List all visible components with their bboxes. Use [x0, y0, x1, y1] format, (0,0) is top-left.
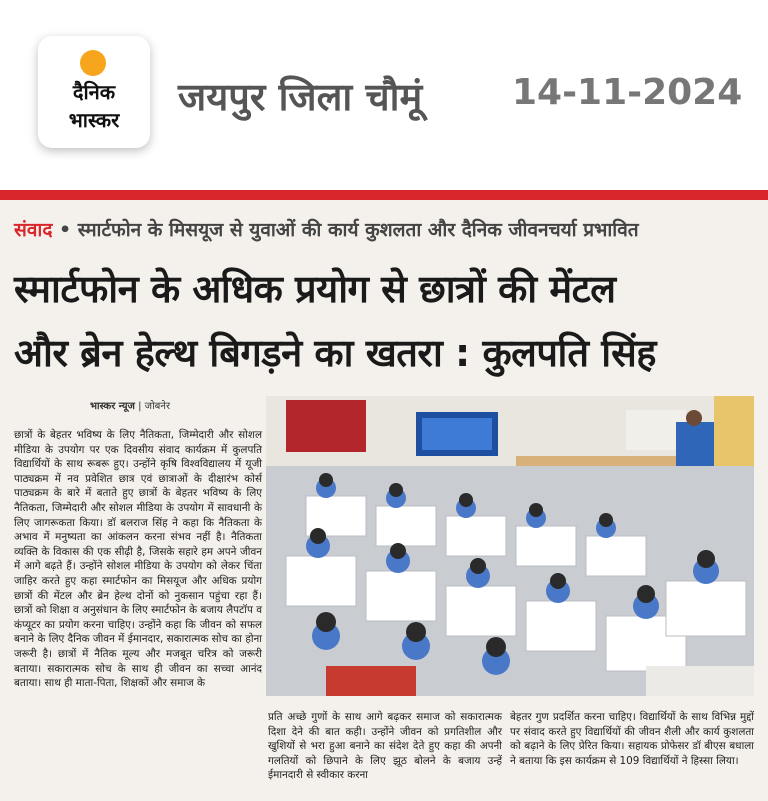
article-kicker: [14, 216, 639, 242]
sun-icon: [80, 50, 106, 76]
byline: भास्कर न्यूज | जोबनेर: [90, 401, 171, 412]
dainik-bhaskar-logo: [38, 36, 150, 148]
logo-text-line2: भास्कर: [68, 108, 120, 132]
headline-line-2: और ब्रेन हेल्थ बिगड़ने का खतरा : कुलपति सिंह: [14, 331, 656, 375]
seminar-hall-photo: [266, 396, 754, 696]
byline-source: भास्कर न्यूज: [90, 401, 135, 412]
kicker-text: स्मार्टफोन के मिसयूज से युवाओं की कार्य कुशलता और दैनिक जीवनचर्या प्रभावित: [77, 219, 639, 241]
kicker-bullet: •: [52, 219, 78, 241]
edition-date: 14-11-2024: [512, 72, 743, 113]
article-column-1: छात्रों के बेहतर भविष्य के लिए नैतिकता, जिम्मेदारी और सोशल मीडिया के उपयोग पर एक दिवसीय संवाद कार्यक्रम में कुलपति विद्यार्थियों के साथ रूबरू हुए। उन्होंने कृषि विश्वविद्यालय में यूजी पाठ्यक्रम में नव प्रवेशित छात्र एवं छात्राओं के दीक्षारंभ कोर्स पाठ्यक्रम के बारे में बताते हुए छात्रों के बेहतर भविष्य के लिए नैतिकता, जिम्मेदारी और सोशल मीडिया के उपयोग में सावधानी के लिए जागरूकता किया। डॉ बलराज सिंह ने कहा कि नैतिकता के अभाव में मनुष्यता का आंकलन करना संभव नहीं है। नैतिकता व्यक्ति के विकास की एक सीढ़ी है, जिसके सहारे हम अपने जीवन में आगे बढ़ते हैं। उन्होंने सोशल मीडिया के उपयोग को लेकर चिंता जाहिर करते हुए कहा स्मार्टफोन का मिसयूज और अधिक प्रयोग छात्रों की मेंटल और ब्रेन हेल्थ दोनों को नुकसान पहुंचा रहा हैं। छात्रों को शिक्षा व अनुसंधान के लिए स्मार्टफोन के बजाय लैपटॉप व कंप्यूटर का प्रयोग करना चाहिए। उन्होंने कहा कि जीवन को सफल बनाने के लिए दैनिक जीवन में ईमानदार, सकारात्मक सोच का होना जरूरी है। छात्रों में नैतिक मूल्य और मजबूत चरित्र को जरूरी बताया। सकारात्मक सोच के साथ ही जीवन का सच्चा आनंद बताया। साथ ही माता-पिता, शिक्षकों और समाज के: [14, 429, 262, 690]
red-divider: [0, 190, 768, 200]
byline-place: जोबनेर: [144, 401, 171, 412]
article-column-2: प्रति अच्छे गुणों के साथ आगे बढ़कर समाज को सकारात्मक दिशा देने की बात कही। उन्होंने जीवन को प्रगतिशील और खुशियों से भरा हुआ बनाने का संदेश देते हुए कहा की अपनी गलतियों को छिपाने के लिए झूठ बोलने के बजाय उन्हें ईमानदारी से स्वीकार करना: [268, 711, 502, 782]
logo-text-line1: दैनिक: [72, 80, 116, 104]
masthead: [0, 0, 768, 190]
article-column-3: बेहतर गुण प्रदर्शित करना चाहिए। विद्यार्थियों के साथ विभिन्न मुद्दों पर संवाद करते हुए विद्यार्थियों की जीवन शैली और कार्य कुशलता को बढ़ाने के लिए प्रेरित किया। सहायक प्रोफेसर डॉ बीएस बधाला ने बताया कि इस कार्यक्रम से 109 विद्यार्थियों ने हिस्सा लिया।: [510, 711, 754, 767]
edition-place: जयपुर जिला चौमूं: [178, 75, 423, 119]
kicker-tag: संवाद: [14, 219, 53, 241]
headline-line-1: स्मार्टफोन के अधिक प्रयोग से छात्रों की मेंटल: [14, 267, 616, 311]
